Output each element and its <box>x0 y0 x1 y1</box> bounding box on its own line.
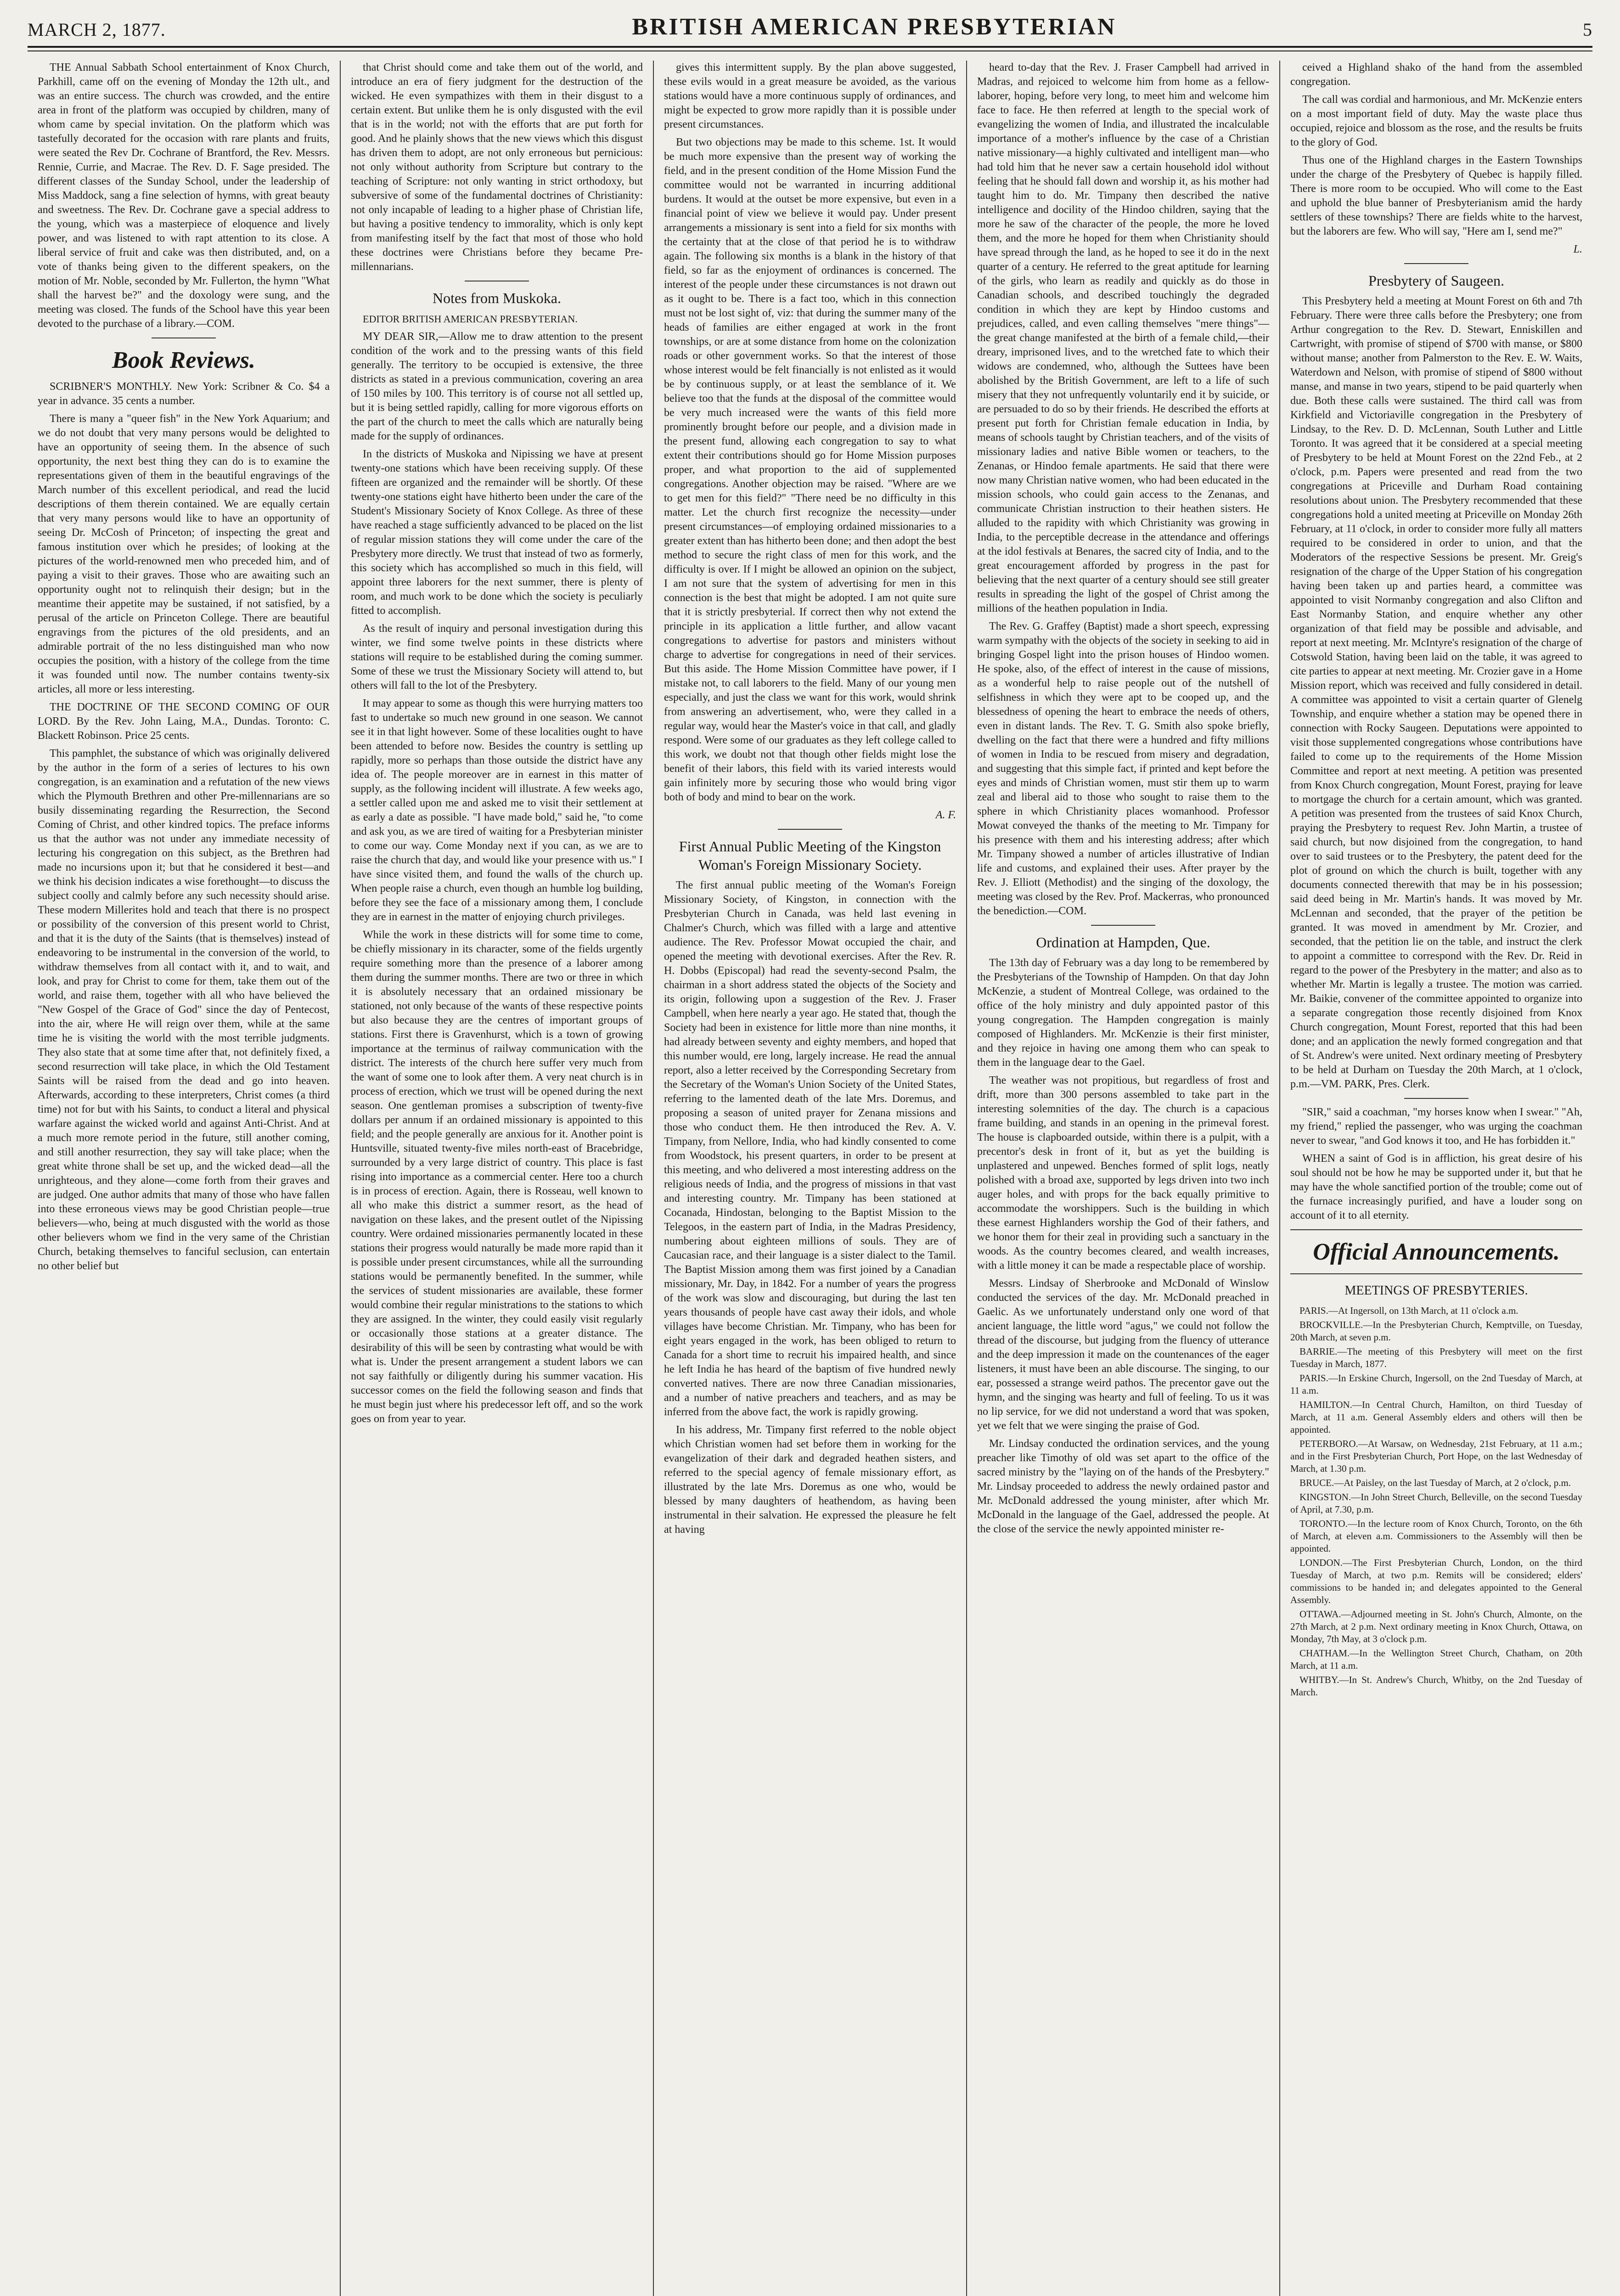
muskoka-paragraph: While the work in these districts will for some time to come, be chiefly missionary in its character, some of the fields urgently require something more than the presence of a laborer among them during the summer months. There are two or three in which it is absolutely necessary that an ordained missionary be stationed, not only because of the wants of these respective points but also because they are the centres of important groups of stations. First there is Gravenhurst, which is a town of growing importance at the terminus of railway communication with the district. The interests of the church here suffer very much from the want of some one to look after them. A very neat church is in process of erection, which we trust will be opened during the next season. One gentleman promises a subscription of twenty-five dollars per annum if an ordained missionary is appointed to this field; and the people generally are anxious for it. Another point is Huntsville, situated twenty-five miles north-east of Bracebridge, surrounded by a very large district of country. This place is fast rising into importance as a commercial center. Here too a church is in process of erection. Again, there is Rosseau, well known to all who make this district a summer resort, as the head of navigation on these lakes, and the present outlet of the Nipissing country. Were ordained missionaries permanently located in these stations their progress would naturally be made more rapid than it is possible under present circumstances, while all the surrounding stations would be permanently benefited. In the summer, while the services of student missionaries are available, these former would combine their regular ministrations to the stations to which they are assigned. In the winter, they could easily visit regularly or occasionally those stations at a greater distance. The desirability of this will be seen by contrasting what would be with what is. Under the present arrangement a student labors we can not say faithfully or diligently during his summer vacation. His successor comes on the field the following season and finds that he must begin just where his predecessor left off, and so the work goes on from year to year. <box>351 929 643 1425</box>
meeting-notice: OTTAWA.—Adjourned meeting in St. John's Church, Almonte, on the 27th March, at 2 p.m. Next ordinary meeting in Knox Church, Ottawa, on Monday, 7th May, at 3 o'clock p.m. <box>1290 1609 1582 1644</box>
page-number: 5 <box>1583 19 1592 40</box>
divider <box>1290 1229 1582 1230</box>
kingston-paragraph: In his address, Mr. Timpany first referred to the noble object which Christian women had set before them in working for the evangelization of their dark and degraded heathen sisters, and referred to the special agency of female missionary effort, as illustrated by the late Mrs. Doremus as one who, would be blessed by many daughters of heathendom, as having been instrumental in their salvation. He expressed the pleasure he felt at having <box>664 1424 956 1536</box>
anecdote-affliction: WHEN a saint of God is in affliction, his great desire of his soul should not be how he may be supported under it, but that he may have the whole sanctified portion of the trouble; come out of the furnace increasingly purified, and have a louder song on account of it to all eternity. <box>1290 1153 1582 1221</box>
article-sabbath-school: THE Annual Sabbath School entertainment of Knox Church, Parkhill, came off on the evening of Monday the 12th ult., and was an entire success. The church was crowded, and the entire area in front of the platform was occupied by children, many of whom came by special invitation. On the platform which was tastefully decorated for the occasion with rare plants and fruits, were seated the Rev Dr. Cochrane of Brantford, the Rev. Messrs. Rennie, Currie, and Macrae. The Rev. D. F. Sage presided. The different classes of the Sunday School, under the leadership of Miss Maddock, sang a fine selection of hymns, with great beauty and sweetness. The Rev. Dr. Cochrane gave a special address to the young, which was a masterpiece of eloquence and lively power, and was listened to with rapt attention to its close. A liberal service of fruit and cake was then distributed, and, on a vote of thanks being given to the different speakers, on the motion of Mr. Noble, seconded by Mr. Fullerton, the hymn "What shall the harvest be?" and the doxology were sung, and the meeting was closed. The funds of the School have this year been devoted to the purchase of a library.—COM. <box>38 62 330 330</box>
saugeen-paragraph: This Presbytery held a meeting at Mount Forest on 6th and 7th February. There were three calls before the Presbytery; one from Arthur congregation to the Rev. D. Stewart, Enniskillen and Cartwright, with promise of stipend of $700 with manse, or $800 without manse; another from Palmerston to the Rev. E. W. Waits, Waterdown and Nelson, with promise of stipend of $800 without manse, and manse in two years, stipend to be paid quarterly when due. Both these calls were sustained. The third call was from Kirkfield and Victoriaville congregation in the Presbytery of Lindsay, to the Rev. D. D. McLennan, South Luther and Little Toronto. It was agreed that it be considered at a special meeting of Presbytery to be held at Mount Forest on the 22nd Feb., at 2 o'clock, p.m. Papers were presented and read from the two congregations at Priceville and Durham Road containing resolutions about union. The Presbytery recommended that these congregations hold a united meeting at Priceville on Monday 26th February, at 11 o'clock, in order to consider more fully all matters required to be considered in order to union, and that the Moderators of the respective Sessions be present. Mr. Greig's resignation of the charge of the Upper Station of his congregation having been taken up and parties heard, a committee was appointed to visit Normanby congregation and also Clifton and East Normanby Station, and enquire whether any other organization of that field may be possible and advisable, and report at next meeting. Mr. McIntyre's resignation of the charge of Cotswold Station, having been laid on the table, it was agreed to cite parties to appear at next meeting. Mr. Crozier gave in a Home Mission report, which was received and fully considered in detail. A committee was appointed to visit a certain quarter of Glenelg Township, and enquire whether a station may be opened there in connection with Rocky Saugeen. Deputations were appointed to visit those supplemented congregations whose contributions have failed to come up to the requirements of the Home Mission Committee and report at next meeting. A petition was presented from Knox Church congregation, Mount Forest, praying for leave to mortgage the church for a certain amount, which was granted. A petition was presented from the trustees of said Knox Church, praying the Presbytery to request Rev. John Martin, a trustee of said church, but now disjoined from the congregation, to hand over to said trustees or to the Presbytery, the patent deed for the plot of ground on which the church is built, together with any documents connected therewith that may be in his possession; said deed being in Mr. Martin's hands. It was moved by Mr. McLennan and seconded, that the prayer of the petition be granted. It was moved in amendment by Mr. Crozier, and seconded, that the petition lie on the table, and instruct the clerk to appoint a committee to correspond with the Rev. Dr. Reid in regard to the power of the Presbytery in the matter; and also as to whether Mr. Martin is legally a trustee. The motion was carried. Mr. Baikie, convener of the committee appointed to organize into a separate congregation those recently disjoined from Knox Church congregation, Mount Forest, reported that this had been done; and an application the newly formed congregation and that of St. Andrew's were united. Next ordinary meeting of Presbytery to be held at Durham on Tuesday the 20th March, at 1 o'clock, p.m.—VM. PARK, Pres. Clerk. <box>1290 295 1582 1090</box>
column-1 <box>28 61 341 2296</box>
hampden-paragraph: The 13th day of February was a day long to be remembered by the Presbyterians of the Township of Hampden. On that day John McKenzie, a student of Montreal College, was ordained to the office of the holy ministry and duly appointed pastor of this young congregation. The Hampden congregation is mainly composed of Highlanders. Mr. McKenzie is their first minister, and they rejoice in having one among them who can speak to them in the language dear to the Gael. <box>977 957 1269 1069</box>
review-second-coming-title: THE DOCTRINE OF THE SECOND COMING OF OUR LORD. By the Rev. John Laing, M.A., Dundas. Toronto: C. Blackett Robinson. Price 25 cents. <box>38 701 330 742</box>
muskoka-paragraph: In the districts of Muskoka and Nipissing we have at present twenty-one stations which have been receiving supply. Of these fifteen are organized and the remainder will be shortly. Of these twenty-one stations eight have hitherto been under the care of the Student's Missionary Society of Knox College. As three of these have reached a stage sufficiently advanced to be placed on the list of regular mission stations they will come under the care of the Presbytery more directly. We trust that instead of two as formerly, this society which has accomplished so much in this field, will appoint three laborers for the next summer, there is plenty of room, and much work to be done which the society is peculiarly fitted to accomplish. <box>351 448 643 617</box>
meeting-notice: HAMILTON.—In Central Church, Hamilton, on third Tuesday of March, at 11 a.m. General Assembly elders and others will then be appointed. <box>1290 1399 1582 1435</box>
divider <box>1404 1098 1468 1099</box>
review-scribners-body: There is many a "queer fish" in the New York Aquarium; and we do not doubt that very many persons would be delighted to have an opportunity of seeing them. In the absence of such opportunity, the next best thing they can do is to examine the representations given of them in the beautiful engravings of the March number of this excellent periodical, and read the lucid descriptions of them therein contained. We are equally certain that very many persons would like to have an opportunity of seeing Dr. McCosh of Princeton; of inspecting the great and famous institution over which he presides; of looking at the pictures of the world-renowned men who preceded him, and of paying a visit to their graves. Those who are awaiting such an opportunity ought not to relinquish their design; but in the meantime their appetite may be sustained, if not satisfied, by a perusal of the article on Princeton College. There are beautiful engravings from the pictures of the old presidents, and an admirable portrait of the no less distinguished man who now occupies the position, with a history of the college from the time it was founded until now. The number contains twenty-six articles, all more or less interesting. <box>38 413 330 695</box>
kingston-paragraph: The Rev. G. Graffey (Baptist) made a short speech, expressing warm sympathy with the objects of the society in seeking to aid in bringing Gospel light into the prison houses of Hindoo women. He spoke, also, of the effect of interest in the cause of missions, as a wonderful help to raise people out of the nutshell of selfishness in which they were apt to be cooped up, and the blessedness of opening the heart to embrace the needs of others, even in distant lands. The Rev. T. G. Smith also spoke briefly, dwelling on the fact that there were a hundred and fifty millions of women in India to be rescued from misery and degradation, and suggesting that this simple fact, if printed and kept before the eyes and minds of Christian women, must stir them up to warm zeal and liberal aid to those who sought to raise them to the sphere in which Christianity places womanhood. Professor Mowat conveyed the thanks of the meeting to Mr. Timpany for his presence with them and his interesting address; after which Mr. Timpany showed a number of articles illustrative of Indian life and customs, and explained their uses. After prayer by the Rev. J. Elliott (Methodist) and the singing of the doxology, the meeting was closed by the Rev. Prof. Mackerras, who pronounced the benediction.—COM. <box>977 620 1269 917</box>
article-heading-kingston-society: First Annual Public Meeting of the Kingston Woman's Foreign Missionary Society. <box>679 838 941 873</box>
kingston-paragraph: The first annual public meeting of the Woman's Foreign Missionary Society, of Kingston, in connection with the Presbyterian Church in Canada, was held last evening in Chalmer's Church, which was filled with a large and attentive audience. The Rev. Professor Mowat occupied the chair, and opened the meeting with devotional exercises. After the Rev. R. H. Dobbs (Episcopal) had read the seventy-second Psalm, the chairman in a short address stated the objects of the Society and its origin, following upon a suggestion of the Rev. J. Fraser Campbell, when here nearly a year ago. He stated that, though the Society had been in existence for little more than nine months, it had already between seventy and eighty members, and hoped that this number would, ere long, largely increase. He read the annual report, also a letter received by the Corresponding Secretary from the Secretary of the Woman's Union Society of the United States, referring to the lamented death of the late Mrs. Doremus, and proposing a season of united prayer for Zenana missions and those who conduct them. He then introduced the Rev. A. V. Timpany, from Nellore, India, who had kindly consented to come from Woodstock, his present quarters, in order to be present at this meeting, and who delivered a most interesting address on the religious needs of India, and the progress of missions in that vast and interesting country. Mr. Timpany has been stationed at Cocanada, Hindostan, belonging to the Baptist Mission to the Telegoos, in the eastern part of India, in the Madras Presidency, numbering about eighteen millions of souls. They are of Caucasian race, and their language is a sister dialect to the Tamil. The Baptist Mission among them was first joined by a Canadian missionary, Mr. Day, in 1842. For a number of years the progress of the work was slow and discouraging, but during the last ten years thousands of people have cast away their idols, and whole villages have become Christian. Mr. Timpany, who has been for eight years engaged in the work, has been obliged to return to Canada for a short time to recruit his impaired health, and since he left India he has heard of the baptism of five hundred newly converted natives. There are now three Canadian missionaries, and a number of native preachers and teachers, and as may be inferred from the above fact, the work is rapidly growing. <box>664 879 956 1418</box>
letter-salutation: EDITOR BRITISH AMERICAN PRESBYTERIAN. <box>363 313 578 325</box>
masthead-rule <box>28 46 1592 48</box>
newspaper-title: BRITISH AMERICAN PRESBYTERIAN <box>632 14 1117 40</box>
divider <box>1091 925 1155 926</box>
meeting-notice: CHATHAM.—In the Wellington Street Church, Chatham, on 20th March, at 11 a.m. <box>1290 1648 1582 1671</box>
muskoka-paragraph: MY DEAR SIR,—Allow me to draw attention to the present condition of the work and to the pressing wants of this field generally. The territory to be occupied is extensive, the three districts as stated in a previous communication, covering an area of 150 miles by 100. This territory is of course not all settled up, but it is being settled rapidly, calling for more vigorous efforts on the part of the church to meet the calls which are naturally being made for the supply of ordinances. <box>351 331 643 442</box>
meeting-notice: KINGSTON.—In John Street Church, Belleville, on the second Tuesday of April, at 7.30, p.m. <box>1290 1491 1582 1515</box>
meeting-notice: BROCKVILLE.—In the Presbyterian Church, Kemptville, on Tuesday, 20th March, at seven p.m. <box>1290 1319 1582 1343</box>
meeting-notice: PETERBORO.—At Warsaw, on Wednesday, 21st February, at 11 a.m.; and in the First Presbyterian Church, Port Hope, on the last Wednesday of March, at 1.30 p.m. <box>1290 1438 1582 1474</box>
article-heading-hampden: Ordination at Hampden, Que. <box>1036 934 1210 951</box>
article-signature: L. <box>1573 243 1582 255</box>
muskoka-paragraph: gives this intermittent supply. By the plan above suggested, these evils would in a great measure be avoided, as the various stations would have a more continuous supply of ordinances, and might be expected to grow more rapidly than it is possible under present circumstances. <box>664 62 956 130</box>
column-3 <box>654 61 967 2296</box>
meeting-notice: BARRIE.—The meeting of this Presbytery will meet on the first Tuesday in March, 1877. <box>1290 1346 1582 1369</box>
muskoka-paragraph: It may appear to some as though this were hurrying matters too fast to undertake so much new ground in one season. We cannot see it in that light however. Some of these localities ought to have been attended to before now. Besides the country is settling up rapidly, more so perhaps than those outside the district have any idea of. The people moreover are in earnest in this matter of supply, as the following incident will illustrate. A few weeks ago, a settler called upon me and asked me to visit their settlement at as early a date as possible. "I have made bold," said he, "to come and ask you, as we are tired of waiting for a Presbyterian minister to come our way. Come Monday next if you can, as we are to raise the church that day, and would like your presence with us." I have since visited them, and found the walls of the church up. When people raise a church, even though an humble log building, before they see the face of a missionary among them, I conclude they are in earnest in the matter of enjoying church privileges. <box>351 698 643 923</box>
issue-date: MARCH 2, 1877. <box>28 19 166 40</box>
column-5 <box>1280 61 1592 2296</box>
meeting-notice: PARIS.—In Erskine Church, Ingersoll, on the 2nd Tuesday of March, at 11 a.m. <box>1290 1373 1582 1396</box>
review-second-coming-body: This pamphlet, the substance of which was originally delivered by the author in the form of a series of lectures to his own congregation, is an examination and a refutation of the new views which the Plymouth Brethren and other Pre-millennarians are so busily disseminating regarding the Resurrection, the Second Coming of Christ, and other kindred topics. The preface informs us that the author was not under any immediate necessity of lecturing his congregation on this subject, as the Brethren had made no incursions upon it; but that he considered it best—and we think his decision indicates a wise forethought—to discuss the subject coolly and calmly before any such necessity should arise. These modern Millerites hold and teach that there is no prospect or possibility of the conversion of this present world to Christ, and that it is the duty of the Saints (that is themselves) instead of endeavoring to be instrumental in the conversion of the world, to withdraw themselves from all contact with it, and to wait, and look, and pray for Christ to come for them, take them out of the world, and raise them, together with all who have believed the "New Gospel of the Grace of God" since the day of Pentecost, into the air, where He will reign over them, while at the same time he is visiting the world with the most terrible judgments. They also state that at some time after that, not definitely fixed, a second resurrection will take place, in which the Old Testament Saints will be raised from the dead and go into heaven. Afterwards, according to these interpreters, Christ comes (a third time) not for but with his Saints, to conduct a literal and physical warfare against the wicked world and against Anti-Christ. And at a much more remote period in the future, still another coming, and still another resurrection, they say will take place; when the great white throne shall be set up, and the wicked dead—all the unrighteous, and they alone—come forth from their graves and are judged. One author admits that many of those who have fallen into these erroneous views may be good Christian people—true believers—who, being at much disgusted with the world as those other believers whom we find in the very same of the Christian Church, betaking themselves to fanciful seclusion, can entertain no other belief but <box>38 748 330 1272</box>
meeting-notice: WHITBY.—In St. Andrew's Church, Whitby, on the 2nd Tuesday of March. <box>1290 1674 1582 1698</box>
section-heading-book-reviews: Book Reviews. <box>112 347 255 373</box>
divider <box>1290 1273 1582 1274</box>
meeting-notice: TORONTO.—In the lecture room of Knox Church, Toronto, on the 6th of March, at eleven a.m. Commissioners to the Assembly will then be appointed. <box>1290 1518 1582 1554</box>
column-4 <box>967 61 1280 2296</box>
hampden-paragraph: ceived a Highland shako of the hand from the assembled congregation. <box>1290 62 1582 88</box>
hampden-paragraph: Messrs. Lindsay of Sherbrooke and McDonald of Winslow conducted the services of the day. Mr. McDonald preached in Gaelic. As we unfortunately understand only one word of that ancient language, the little word "agus," we could not follow the thread of the discourse, but judging from the fluency of utterance and the deep impression it made on the countenances of the eager listeners, it must have been an able discourse. The singing, to our ear, possessed a strange weird pathos. The precentor gave out the hymn, and the singing was hearty and full of feeling. To us it was no lip service, for we did not understand a word that was spoken, yet we felt that we were singing the praise of God. <box>977 1277 1269 1432</box>
hampden-paragraph: Mr. Lindsay conducted the ordination services, and the young preacher like Timothy of old was set apart to the office of the sacred ministry by the "laying on of the hands of the Presbytery." Mr. Lindsay proceeded to address the newly ordained pastor and Mr. McDonald addressed the young minister, after which Mr. McDonald in the language of the Gael, addressed the people. At the close of the service the newly appointed minister re- <box>977 1438 1269 1535</box>
hampden-paragraph: Thus one of the Highland charges in the Eastern Townships under the charge of the Presbytery of Quebec is happily filled. There is more room to be occupied. Who will come to the East and uphold the blue banner of Presbyterianism amid the hardy settlers of these townships? There are fields white to the harvest, but the laborers are few. Who will say, "Here am I, send me?" <box>1290 154 1582 237</box>
article-signature: A. F. <box>935 809 956 821</box>
review-scribners-title: SCRIBNER'S MONTHLY. New York: Scribner & Co. $4 a year in advance. 35 cents a number. <box>38 381 330 407</box>
subheading-meetings-of-presbyteries: MEETINGS OF PRESBYTERIES. <box>1344 1283 1528 1298</box>
review-second-coming-continued: that Christ should come and take them out of the world, and introduce an era of fiery judgment for the destruction of the wicked. He even sympathizes with them in their disgust to a certain extent. But unlike them he is only disgusted with the evil that is in the world; not with the efforts that are put forth for good. And he plainly shows that the new views which this disgust has driven them to adopt, are not only erroneous but pernicious: not only without authority from Scripture but contrary to the teaching of Scripture: not only wanting in strict orthodoxy, but subversive of some of the fundamental doctrines of Christianity: not only incapable of leading to a higher phase of Christian life, but having a positive tendency to immorality, which is only kept from manifesting itself by the fact that most of those who hold these doctrines were Christians before they became Pre-millennarians. <box>351 62 643 273</box>
article-heading-saugeen: Presbytery of Saugeen. <box>1368 272 1504 289</box>
column-2 <box>341 61 654 2296</box>
article-heading-muskoka: Notes from Muskoka. <box>433 290 561 306</box>
hampden-paragraph: The call was cordial and harmonious, and Mr. McKenzie enters on a most important field of duty. May the waste place thus occupied, rejoice and blossom as the rose, and the results be fruits to the glory of God. <box>1290 94 1582 148</box>
section-heading-official-announcements: Official Announcements. <box>1313 1239 1560 1265</box>
muskoka-paragraph: But two objections may be made to this scheme. 1st. It would be much more expensive than the present way of working the field, and in the present condition of the Home Mission Fund the committee would not be warranted in incurring additional burdens. It would at the outset be more expensive, but even in a financial point of view we believe it would pay. Under present arrangements a missionary is sent into a field for six months with the certainty that at the close of that period he is to withdraw again. The following six months is a blank in the history of that field, so far as the enjoyment of ordinances is concerned. The interest of the people under these circumstances is not drawn out as it ought to be. There is a fact too, which in this connection must not be lost sight of, viz: that during the summer many of the heads of families are either engaged at work in the front townships, or are at some distance from home on the colonization roads or other government works. So that the interest of those whose interest would be felt financially is not enlisted as it would be by continuous supply, or at least the semblance of it. We believe too that the funds at the disposal of the committee would be very much increased were the wants of this field more prominently brought before our people, and a division made in the present fund, allowing each congregation to say to what extent their contributions should go for Home Mission purposes proper, and what proportion to the aid of supplemented congregations. Another objection may be raised. "Where are we to get men for this field?" "There need be no difficulty in this matter. Let the church first recognize the necessity—under present circumstances—of employing ordained missionaries to a greater extent than has hitherto been done; and then adopt the best method to secure the right class of men for this work, and the difficulty is over. If I might be allowed an opinion on the subject, I am not sure that the system of advertising for men in this connection is the best that might be adopted. I am not quite sure that it is strictly presbyterial. If correct then why not extend the principle in its application a little further, and allow vacant congregations to advertise for pastors and ministers without charge to advertise for congregations in need of their services. But this aside. The Home Mission Committee have power, if I mistake not, to call laborers to the field. Many of our young men especially, and just the class we want for this work, would shrink from answering an advertisement, who, were they called in a regular way, would hear the Master's voice in that call, and gladly respond. Were some of our graduates as they left college called to this work, we doubt not that though other fields might lose the benefit of their labors, this field with its varied interests would gain infinitely more by securing those who would bring vigor both of body and mind to bear on the work. <box>664 136 956 803</box>
kingston-paragraph: heard to-day that the Rev. J. Fraser Campbell had arrived in Madras, and rejoiced to welcome him from home as a fellow-laborer, hoping, before very long, to meet him and welcome him face to face. He then referred at length to the special work of evangelizing the women of India, and illustrated the incalculable importance of a mother's influence by the case of a Christian native missionary—a highly cultivated and intelligent man—who had told him that he never saw a certain household idol without feeling that he should fall down and worship it, as his mother had taught him to do. Mr. Timpany then described the native intelligence and docility of the Hindoo children, saying that the more he saw of the character of the people, the more he loved them, and the more he hoped for them when Christianity should have spread through the land, as he hoped to see it do in the next quarter of a century. He referred to the great aptitude for learning of the girls, who learn as readily and quickly as do those in Canadian schools, and described touchingly the degraded condition in which they are kept by Hindoo customs and prejudices, called, and even calling themselves "mere things"—the great change manifested at the birth of a female child,—their dreary, imprisoned lives, and to the wretched fate to which their widows are condemned, who, although the Suttees have been abolished by the British Government, are left to a life of such misery that they not unfrequently voluntarily end it by suicide, or are persuaded to do so by their friends. He described the efforts at present put forth for Christian female education in India, by means of schools taught by Christian teachers, and of the visits of missionary ladies and native Bible women or teachers, to the Zenanas, or Hindoo female apartments. He said that there were now many Christian native women, who had been educated in the mission schools, who could gain access to the Zenanas, and communicate Christian instruction to their heathen sisters. He alluded to the rapidity with which Christianity was growing in India, to the perceptible decrease in the attendance and offerings at the idol festivals at Benares, the sacred city of India, and to the great encouragement afforded by progress in the past for believing that the next quarter of a century should see still greater results in spreading the light of the gospel of Christ among the millions of the heathen population in India. <box>977 62 1269 614</box>
meeting-notice: PARIS.—At Ingersoll, on 13th March, at 11 o'clock a.m. <box>1299 1305 1519 1316</box>
meeting-notice: BRUCE.—At Paisley, on the last Tuesday of March, at 2 o'clock, p.m. <box>1299 1477 1571 1488</box>
meeting-notice: LONDON.—The First Presbyterian Church, London, on the third Tuesday of March, at two p.m. Remits will be considered; elders' commissions to be handed in; and delegates appointed to the General Assembly. <box>1290 1557 1582 1605</box>
hampden-paragraph: The weather was not propitious, but regardless of frost and drift, more than 300 persons assembled to take part in the interesting solemnities of the day. The church is a capacious frame building, and stands in an opening in the primeval forest. The house is clapboarded outside, within there is a pulpit, with a precentor's desk in front of it, but as yet the building is unplastered and unpewed. Benches formed of split logs, neatly polished with a broad axe, supported by legs driven into two inch auger holes, and with props for the back equally primitive to accommodate the worshippers. Such is the building in which these earnest Highlanders worship the God of their fathers, and we honor them for their zeal in providing such a sanctuary in the woods. As the country becomes cleared, and wealth increases, with a little money it can be made a respectable place of worship. <box>977 1075 1269 1272</box>
anecdote-coachman: "SIR," said a coachman, "my horses know when I swear." "Ah, my friend," replied the passenger, who was urging the coachman never to swear, "and God knows it too, and He has forbidden it." <box>1290 1106 1582 1147</box>
masthead <box>28 6 1592 40</box>
divider <box>778 829 842 830</box>
columns <box>28 61 1592 2296</box>
muskoka-paragraph: As the result of inquiry and personal investigation during this winter, we find some twelve points in these districts where stations will require to be established during the coming summer. Some of these we trust the Missionary Society will attend to, but others will fall to the lot of the Presbytery. <box>351 623 643 692</box>
divider <box>1404 263 1468 264</box>
